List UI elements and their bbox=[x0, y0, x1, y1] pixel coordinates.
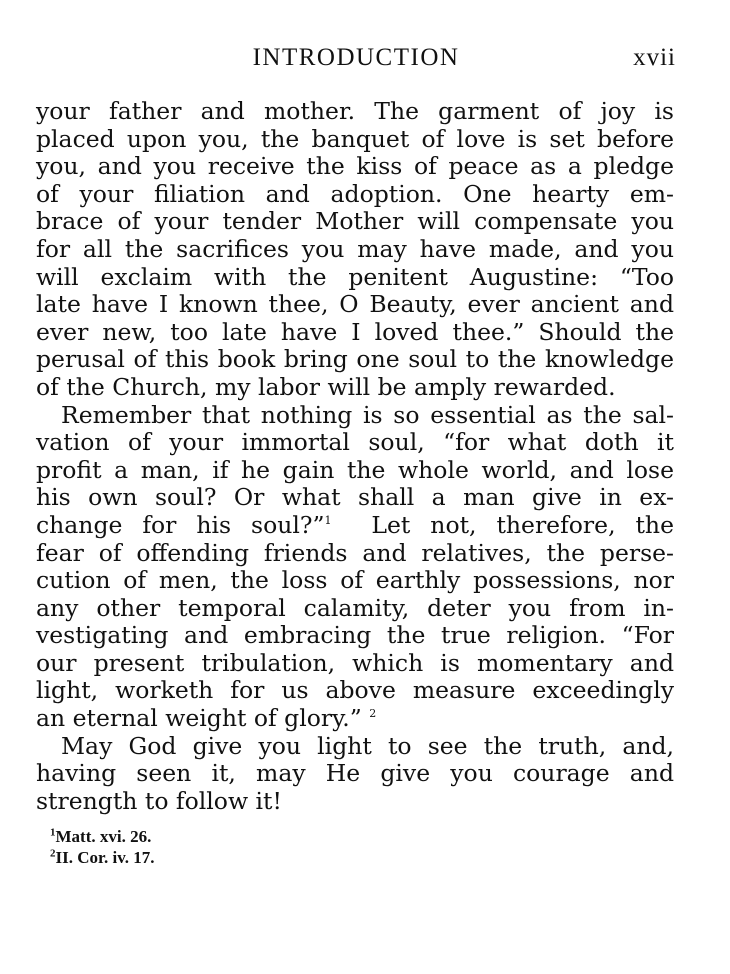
text-line: brace of your tender Mother will compensate you bbox=[36, 207, 674, 236]
text-line-with-footnote-ref bbox=[36, 512, 674, 540]
text-line-segment: change for his soul?” bbox=[36, 510, 325, 539]
footnote-2 bbox=[50, 847, 155, 868]
text-line: of your filiation and adoption. One hearty em- bbox=[36, 179, 674, 208]
paragraph-1 bbox=[36, 98, 674, 402]
body-text bbox=[36, 98, 674, 815]
text-line: our present tribulation, which is momentary and bbox=[36, 648, 674, 677]
text-line: light, worketh for us above measure exceedingly bbox=[36, 676, 674, 705]
text-line: perusal of this book bring one soul to the knowledge bbox=[36, 345, 674, 374]
text-line: will exclaim with the penitent Augustine: “Too bbox=[36, 262, 674, 291]
footnote-ref-2: 2 bbox=[369, 707, 377, 721]
footnote-1 bbox=[50, 826, 155, 847]
text-line-segment: an eternal weight of glory.” bbox=[36, 704, 362, 733]
text-line: of the Church, my labor will be amply rewarded. bbox=[36, 372, 616, 401]
footnote-text: Matt. xvi. 26. bbox=[55, 827, 152, 846]
text-line: any other temporal calamity, deter you from in- bbox=[36, 593, 674, 622]
running-head bbox=[36, 44, 676, 74]
footnotes bbox=[50, 826, 155, 868]
footnote-marker: 2 bbox=[50, 847, 56, 860]
text-line: having seen it, may He give you courage and bbox=[36, 759, 674, 788]
footnote-text: II. Cor. iv. 17. bbox=[55, 848, 155, 867]
text-line: his own soul? Or what shall a man give in ex- bbox=[36, 483, 674, 512]
text-line: May God give you light to see the truth, and, bbox=[61, 731, 674, 760]
text-line: cution of men, the loss of earthly possessions, nor bbox=[36, 566, 674, 595]
text-line: profit a man, if he gain the whole world, and lose bbox=[36, 455, 674, 484]
footnote-ref-1: 1 bbox=[324, 514, 332, 528]
text-line: you, and you receive the kiss of peace as a pledge bbox=[36, 152, 674, 181]
text-line-segment: Let not, therefore, the bbox=[371, 510, 674, 539]
text-line: placed upon you, the banquet of love is set before bbox=[36, 124, 674, 153]
text-line-with-footnote-ref bbox=[36, 705, 674, 733]
footnote-marker: 1 bbox=[50, 826, 56, 839]
text-line: fear of offending friends and relatives, the perse- bbox=[36, 538, 674, 567]
text-line: your father and mother. The garment of joy is bbox=[36, 97, 674, 125]
paragraph-2 bbox=[36, 402, 674, 733]
text-line: late have I known thee, O Beauty, ever ancient and bbox=[36, 290, 674, 319]
text-line: vation of your immortal soul, “for what doth it bbox=[36, 428, 674, 457]
text-line: vestigating and embracing the true religion. “For bbox=[36, 621, 674, 650]
text-line: ever new, too late have I loved thee.” Should the bbox=[36, 317, 674, 346]
running-title: INTRODUCTION bbox=[252, 44, 460, 71]
paragraph-3 bbox=[36, 733, 674, 816]
text-line: strength to follow it! bbox=[36, 786, 282, 815]
page-number: xvii bbox=[633, 44, 676, 71]
text-line: Remember that nothing is so essential as the sal- bbox=[61, 400, 674, 429]
text-line: for all the sacrifices you may have made, and you bbox=[36, 234, 674, 263]
